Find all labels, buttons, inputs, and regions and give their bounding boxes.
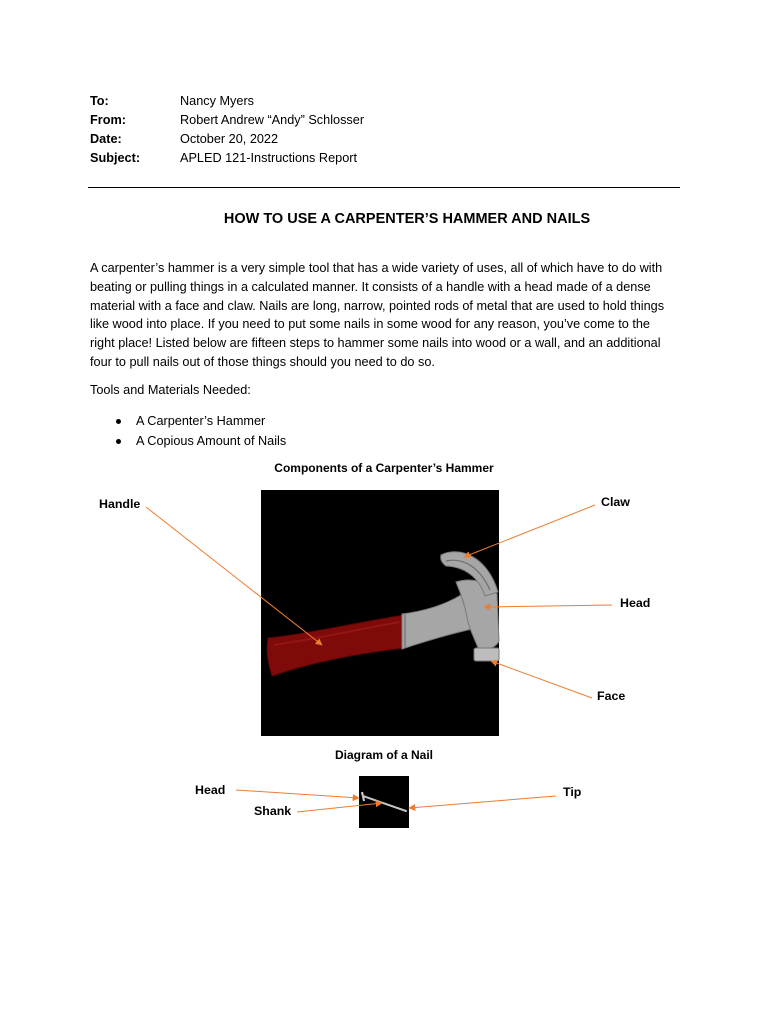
nail-figure-caption: Diagram of a Nail: [334, 748, 434, 762]
memo-from-label: From:: [90, 113, 126, 127]
nail-tip-arrow: [409, 796, 556, 808]
nail-head-arrow: [236, 790, 359, 798]
memo-subject-value: APLED 121-Instructions Report: [180, 151, 358, 165]
memo-date-value: October 20, 2022: [180, 132, 279, 146]
paragraph-line: material with a face and claw. Nails are long, narrow, pointed rods of metal that are used to hold things: [90, 298, 665, 313]
memo-from-row: [90, 111, 364, 130]
intro-paragraph: [90, 259, 664, 372]
tools-item-text: A Carpenter’s Hammer: [136, 414, 266, 428]
list-item: [0, 431, 286, 451]
document-title: HOW TO USE A CARPENTER’S HAMMER AND NAILS: [223, 211, 591, 227]
nail-shank-label: Shank: [254, 804, 292, 818]
head-arrow: [484, 605, 612, 607]
memo-to-label: To:: [90, 94, 109, 108]
list-item: [0, 411, 286, 431]
paragraph-line: four to pull nails out of those things should you need to do so.: [90, 354, 435, 369]
memo-date-row: [90, 130, 278, 149]
paragraph-line: like wood into place. If you need to put some nails in some wood for any reason, you’ve come to the: [90, 317, 650, 332]
tools-item-text: A Copious Amount of Nails: [136, 434, 287, 448]
header-divider: [88, 187, 680, 188]
memo-date-label: Date:: [90, 132, 122, 146]
memo-subject-row: [90, 149, 357, 168]
bullet-icon: [116, 419, 121, 424]
memo-to-row: [90, 92, 254, 111]
nail-head-label: Head: [195, 783, 226, 797]
hammer-image: [261, 490, 499, 736]
handle-label: Handle: [99, 497, 141, 511]
tools-heading: Tools and Materials Needed:: [90, 383, 251, 397]
head-label: Head: [620, 596, 651, 610]
nail-tip-label: Tip: [563, 785, 582, 799]
memo-to-value: Nancy Myers: [180, 94, 255, 108]
memo-subject-label: Subject:: [90, 151, 141, 165]
memo-from-value: Robert Andrew “Andy” Schlosser: [180, 113, 365, 127]
hammer-figure-caption: Components of a Carpenter’s Hammer: [274, 461, 494, 475]
face-arrow: [491, 661, 592, 698]
paragraph-line: right place! Listed below are fifteen steps to hammer some nails into wood or a wall, and an additional: [90, 336, 661, 351]
tools-list: [0, 411, 286, 451]
face-label: Face: [597, 689, 626, 703]
nail-image: [359, 776, 409, 828]
paragraph-line: beating or pulling things in a calculated manner. It consists of a handle with a head made of a dense: [90, 279, 651, 294]
paragraph-line: A carpenter’s hammer is a very simple tool that has a wide variety of uses, all of which have to do with: [90, 261, 663, 275]
claw-label: Claw: [601, 495, 630, 509]
bullet-icon: [116, 439, 121, 444]
